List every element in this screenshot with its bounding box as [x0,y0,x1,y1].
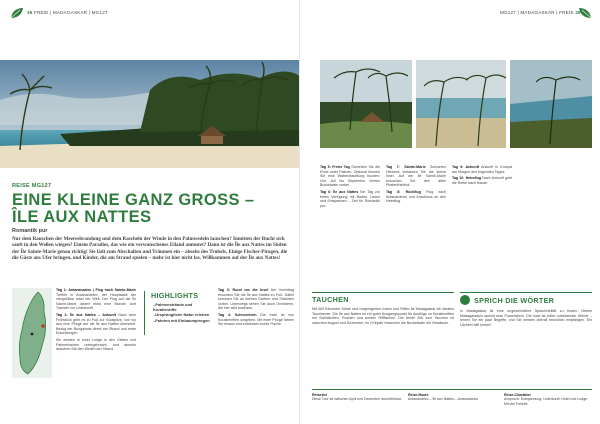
text-column-5 [452,165,512,187]
leaf-icon [578,7,592,19]
sprich-text: In Madagaskar ist eine ungewöhnliche Sprachvielfalt zu finden. Neben Madagassisch spricht man Französisch. Die Insel ist voller unbekannter Wörter – lernen Sie ein paar Begriffe, und Sie werden überall freundlich empfangen. Ein Lächeln hilft immer! [460,309,592,327]
capital-marker-icon [31,333,34,336]
madagascar-map [12,288,52,378]
tauchen-text: Mit 400 Kilometer Küste und vorgelagerten Inseln und Riffen ist Madagaskar ein ideales Tauchrevier. Die Île aux Nattes ist ein guter Ausgangspunkt für Ausflüge zu Korallenriffen mit Schildkröten, Rochen und bunten Rifffischen. Die beste Zeit zum Tauchen ist zwischen August und Dezember; im Frühjahr besuchen die Buckelwale die Gewässer. [312,307,454,325]
paragraph: Tag 8: Rückflug Flug nach Antananarivo und Anschluss an den Heimflug. [386,189,446,204]
title-line-1: EINE KLEINE GANZ GROSS – [12,191,255,209]
article-intro: Nur dem Rauschen der Meeresbrandung und dem Rascheln der Winde in den Palmwedeln lauschen? Inmitten der Bucht sich sanft in den Wellen wiegen? Einem Paradies, das wie ein verwunschenes Eiland anmutet? Dann ist die Île aux Nattes im Süden der Île Sainte-Marie genau richtig! Sie lädt zum Abschalten und Träumen ein – abseits des Trubels. Einige Fischer-Pirogen, die die Gäste ans Ufer bringen, und Kinder, die am Strand spielen – mehr ist hier nicht los. Willkommen auf der Île aux Nattes! [12,236,288,261]
paragraph: Tag 1: Antananarivo | Flug nach Sainte-Marie Treffen in Antananarivo, der Hauptstadt der viergrößten Insel der Welt. Der Flug auf die Île Sainte-Marie dauert etwa eine Stunde; dort Transfer zur Unterkunft. [56,288,136,311]
paragraph: Tag 5: Freier Tag Genießen Sie die Ruhe unter Palmen. Optional können Sie eine Walbeobachtung buchen: Von Juli bis September ziehen Buckelwale vorbei. [320,165,380,188]
speech-icon [460,295,470,305]
footer-divider [312,389,592,390]
sprich-title: SPRICH DIE WÖRTER [474,296,555,305]
title-line-2: ÎLE AUX NATTES [12,208,152,226]
list-item: – Palmenstrände und Korallenriffe [153,302,217,312]
text-column-1 [56,288,136,354]
right-page [300,0,600,424]
paragraph: Tag 7: Sainte-Marie Schweren Herzens verlassen Sie die kleine Insel. Auf der Île Sainte-Marie besuchen Sie den alten Piratenfriedhof. [386,165,447,188]
paragraph: Tag 2: Île aux Nattes – Ankunft Nach dem Frühstück geht es zu Fuß zur Südspitze, von wo aus eine Piroge auf die Île aux Nattes übersetzt. Bezug der Bungalows direkt am Strand und erste Erkundungen. [56,312,136,336]
tauchen-box [312,292,454,373]
paragraph: Tag 9: Ankunft Ankunft in Europa am Morgen des folgenden Tages. [452,165,512,174]
paragraph: Tag 6: Île aux Nattes Ein Tag zur freien Verfügung mit Baden, Lesen und Entspannen – Zeit für Romantik pur. [320,189,381,208]
text-column-4 [386,165,446,206]
coast-image [510,60,592,148]
list-item: – Ursprüngliche Natur erleben [153,312,217,317]
article-kicker: REISE MG127 [12,183,52,189]
leaf-icon [10,7,24,19]
beach-landscape-image [0,60,300,168]
article-subtitle: Romantik pur [12,228,48,234]
island-photo-3 [510,60,592,148]
tauchen-title: TAUCHEN [312,295,349,304]
highlights-list [147,302,217,323]
text-column-3 [320,165,380,210]
shore-image [416,60,506,148]
list-item: – Fahrten mit Einbaumpirogen [153,318,217,323]
sprich-box [460,292,592,373]
paragraph: Tag 3: Rund um die Insel Am Vormittag erkunden Sie die Île aux Nattes zu Fuß. Dabei kommen Sie an kleinen Dörfern und Stränden vorbei. Unterwegs sehen Sie auch Orchideen, die hier wild wachsen. [218,288,294,311]
paragraph: Tag 4: Schnorcheln Die Insel ist von Korallenriffen umgeben. Mit einer Piroge fahren Sie hinaus und entdecken bunte Fische. [218,312,294,327]
footer-charakter: Reise-Charakter Anspruch: Entspannung. Unterkunft: Hotel und Lodge. Mit viel Freizeit. [504,393,589,406]
paragraph: Tag 10: Heimflug Nach Ankunft geht die Reise nach Hause. [452,176,512,185]
island-photo-2 [416,60,506,148]
page-header-right: MG127 | MADAGASKAR | FREIE 35 [500,10,581,15]
beach-hero-photo [0,60,300,168]
island-photo-1 [320,60,412,148]
highlights-title: HIGHLIGHTS [151,291,199,300]
page-header-left: 36 FREIE | MADAGASKAR | MG127 [27,10,108,15]
text-column-2 [218,288,294,329]
footer-route: Reise-Route Antananarivo – Île aux Nattes – Antananarivo [408,393,479,402]
madagascar-map-image [12,288,52,378]
map-marker-icon [41,324,45,328]
highlights-box [144,291,213,335]
palm-hut-image [320,60,412,148]
article-title [12,192,292,226]
paragraph: Sie werden in einer Lodge in den Gärten und Palmenhainen untergebracht, und abends lauschen Sie den Wellen am Strand. [56,337,136,352]
footer-reiseziel: Reiseziel Diese Tour ist zwischen April und Dezember durchführbar. [312,393,402,402]
